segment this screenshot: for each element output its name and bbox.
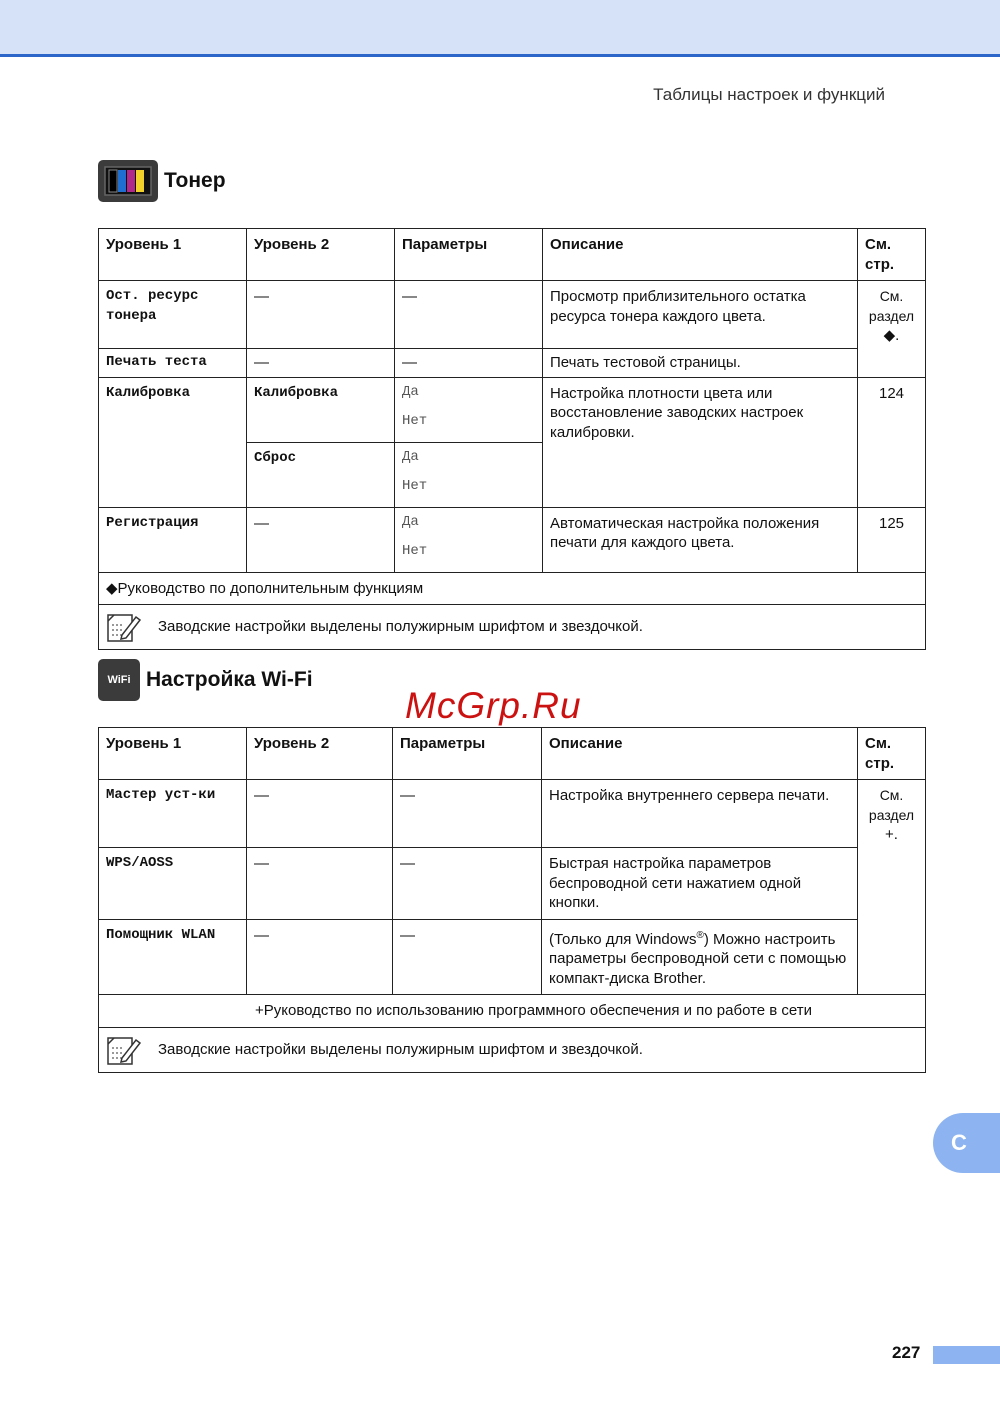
wifi-settings-table (98, 727, 926, 1073)
column-header-level2: Уровень 2 (247, 229, 395, 281)
note-pencil-icon (106, 1034, 142, 1066)
cell-level1: WPS/AOSS (99, 848, 247, 920)
column-header-page: См. стр. (858, 229, 926, 281)
column-header-params: Параметры (395, 229, 543, 281)
running-header-title: Таблицы настроек и функций (653, 85, 885, 104)
cell-page-ref (858, 780, 926, 995)
note-pencil-icon (106, 611, 142, 643)
desc-part: ) Можно настроить параметры беспроводной сети с помощью компакт-диска Brother. (549, 930, 847, 987)
table-row (99, 919, 926, 995)
column-header-params: Параметры (393, 728, 542, 780)
footnote-text: +Руководство по использованию программного обеспечения и по работе в сети (99, 995, 926, 1028)
cell-level2: — (247, 349, 395, 378)
cell-params (395, 507, 543, 572)
option-value: Нет (402, 477, 428, 494)
cell-level2: — (247, 919, 393, 995)
cell-level2: — (247, 507, 395, 572)
option-value: Да (402, 513, 419, 530)
table-row (99, 349, 926, 378)
cell-params (395, 377, 543, 442)
cell-description: Печать тестовой страницы. (543, 349, 858, 378)
table-header-row (99, 229, 926, 281)
column-header-page: См. стр. (858, 728, 926, 780)
column-header-level1: Уровень 1 (99, 229, 247, 281)
toner-section-heading: Тонер (164, 169, 226, 192)
page-ref-text: См. раздел (868, 787, 915, 823)
option-value: Да (402, 448, 419, 465)
cell-level2: — (247, 848, 393, 920)
page-ref-text: См. раздел (868, 288, 915, 324)
cell-description: Настройка плотности цвета или восстановление заводских настроек калибровки. (543, 377, 858, 507)
note-text: Заводские настройки выделены полужирным шрифтом и звездочкой. (158, 618, 643, 636)
cell-description: Настройка внутреннего сервера печати. (542, 780, 858, 848)
cell-description (542, 919, 858, 995)
column-header-level2: Уровень 2 (247, 728, 393, 780)
cell-level2: Сброс (247, 442, 395, 507)
cell-level1: Ост. ресурс тонера (99, 281, 247, 349)
footnote-text: ◆Руководство по дополнительным функциям (99, 572, 926, 605)
cell-level1: Печать теста (99, 349, 247, 378)
registered-mark: ® (696, 929, 704, 941)
cell-page-ref (858, 281, 926, 378)
table-row (99, 780, 926, 848)
cell-params: — (393, 780, 542, 848)
note-row (99, 1027, 926, 1072)
footnote-row (99, 572, 926, 605)
cell-description: Автоматическая настройка положения печати для каждого цвета. (543, 507, 858, 572)
column-header-level1: Уровень 1 (99, 728, 247, 780)
cell-params: — (393, 848, 542, 920)
table-row (99, 507, 926, 572)
table-row (99, 848, 926, 920)
column-header-description: Описание (543, 229, 858, 281)
footnote-row (99, 995, 926, 1028)
cell-level2: Калибровка (247, 377, 395, 442)
column-header-description: Описание (542, 728, 858, 780)
cell-description: Быстрая настройка параметров беспроводной сети нажатием одной кнопки. (542, 848, 858, 920)
option-value: Нет (402, 412, 428, 429)
table-row (99, 377, 926, 442)
cell-description: Просмотр приблизительного остатка ресурса тонера каждого цвета. (543, 281, 858, 349)
toner-section-title (98, 160, 226, 202)
cell-params: — (393, 919, 542, 995)
note-row (99, 605, 926, 650)
diamond-icon: ◆. (883, 327, 900, 344)
note-text: Заводские настройки выделены полужирным шрифтом и звездочкой. (158, 1040, 643, 1058)
cross-icon: +. (885, 826, 898, 843)
wifi-section-heading: Настройка Wi-Fi (146, 668, 313, 691)
wifi-icon: WiFi (98, 659, 140, 701)
cell-level1: Мастер уст-ки (99, 780, 247, 848)
wifi-section-title (98, 659, 313, 701)
desc-part: (Только для Windows (549, 930, 697, 948)
table-header-row (99, 728, 926, 780)
cell-level1: Регистрация (99, 507, 247, 572)
cell-params: — (395, 349, 543, 378)
cell-page-ref: 125 (858, 507, 926, 572)
page-number-band (933, 1346, 1000, 1364)
cell-params (395, 442, 543, 507)
watermark: McGrp.Ru (405, 685, 582, 726)
page-number: 227 (892, 1343, 921, 1362)
cell-level1: Помощник WLAN (99, 919, 247, 995)
cell-level2: — (247, 780, 393, 848)
top-header-band (0, 0, 1000, 57)
cell-params: — (395, 281, 543, 349)
cell-page-ref: 124 (858, 377, 926, 507)
option-value: Нет (402, 542, 428, 559)
toner-icon (98, 160, 158, 202)
toner-settings-table (98, 228, 926, 650)
cell-level1: Калибровка (99, 377, 247, 507)
appendix-tab-c: C (933, 1113, 1000, 1173)
table-row (99, 281, 926, 349)
option-value: Да (402, 383, 419, 400)
cell-level2: — (247, 281, 395, 349)
